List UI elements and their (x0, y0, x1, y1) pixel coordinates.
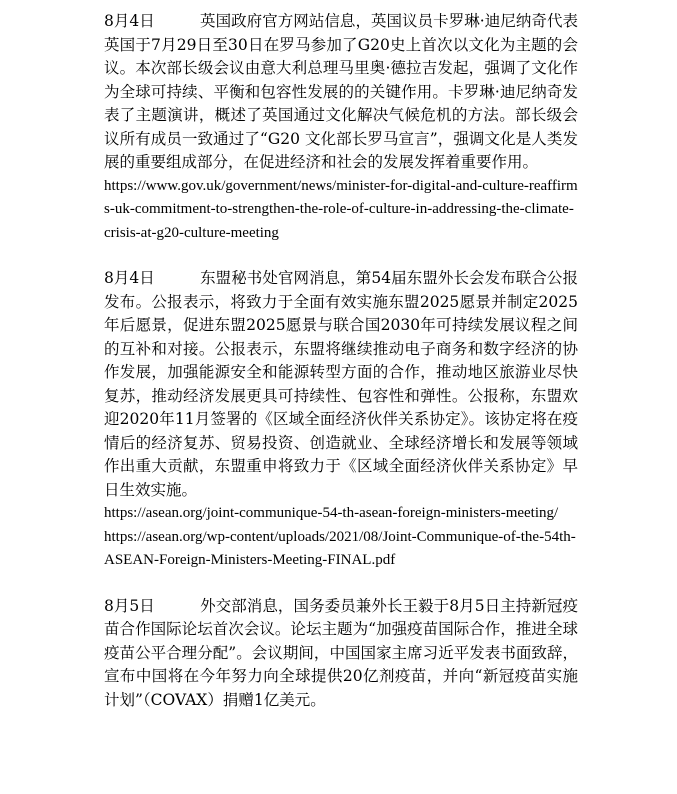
entry-date: 8月5日 (104, 596, 155, 615)
entry-text: 东盟秘书处官网消息，第54届东盟外长会发布联合公报发布。公报表示，将致力于全面有效实施东盟2025愿景并制定2025年后愿景，促进东盟2025愿景与联合国2030年可持续发展议程之间的互补和对接。公报表示，东盟将继续推动电子商务和数字经济的协作发展，加强能源安全和能源转型方面的合作，推动地区旅游业尽快复苏，推动经济发展更具可持续性、包容性和弹性。公报称，东盟欢迎2020年11月签署的《区域全面经济伙伴关系协定》。该协定将在疫情后的经济复苏、贸易投资、创造就业、全球经济增长和发展等领域作出重大贡献，东盟重申将致力于《区域全面经济伙伴关系协定》早日生效实施。 (104, 269, 578, 499)
news-entry-asean (104, 267, 578, 573)
entry-text: 外交部消息，国务委员兼外长王毅于8月5日主持新冠疫苗合作国际论坛首次会议。论坛主题为“加强疫苗国际合作，推进全球疫苗公平合理分配”。会议期间，中国国家主席习近平发表书面致辞，宣布中国将在今年努力向全球提供20亿剂疫苗，并向“新冠疫苗实施计划”（COVAX）捐赠1亿美元。 (104, 596, 578, 709)
source-url[interactable]: https://asean.org/wp-content/uploads/2021/08/Joint-Communique-of-the-54th-ASEAN-Foreign-Ministers-Meeting-FINAL.pdf (104, 528, 576, 568)
entry-date: 8月4日 (104, 12, 155, 30)
entry-paragraph (104, 595, 578, 713)
entry-paragraph (104, 267, 578, 502)
entry-text: 英国政府官方网站信息，英国议员卡罗琳·迪尼纳奇代表英国于7月29日至30日在罗马参加了G20史上首次以文化为主题的会议。本次部长级会议由意大利总理马里奥·德拉吉发起，强调了文化作为全球可持续、平衡和包容性发展的的关键作用。卡罗琳·迪尼纳奇发表了主题演讲，概述了英国通过文化解决气候危机的方法。部长级会议所有成员一致通过了“G20 文化部长罗马宣言”，强调文化是人类发展的重要组成部分，在促进经济和社会的发展发挥着重要作用。 (104, 12, 578, 171)
entry-date: 8月4日 (104, 269, 155, 287)
source-url[interactable]: https://asean.org/joint-communique-54-th-asean-foreign-ministers-meeting/ (104, 505, 559, 521)
entry-paragraph (104, 10, 578, 175)
news-entry-uk-g20 (104, 10, 578, 245)
source-url[interactable]: https://www.gov.uk/government/news/minister-for-digital-and-culture-reaffirms-uk-commitment-to-strengthen-the-role-of-culture-in-addressing-the-climate-crisis-at-g20-culture-meeting (104, 177, 578, 241)
document-page (104, 10, 578, 712)
news-entry-vaccine-forum (104, 595, 578, 713)
